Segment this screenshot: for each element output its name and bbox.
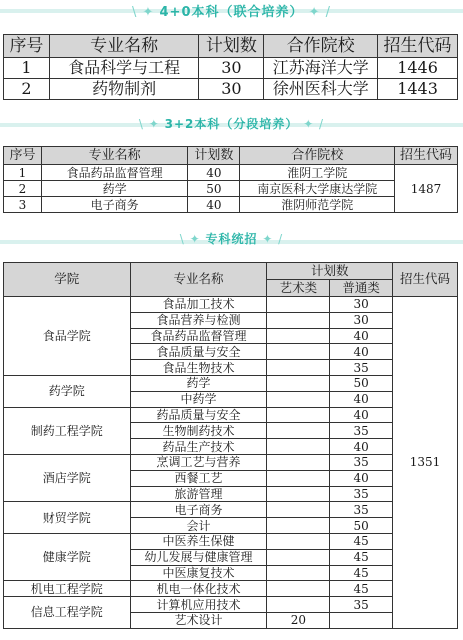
- art-quota-cell: [267, 454, 330, 470]
- college-cell: 酒店学院: [4, 454, 131, 501]
- cell: 食品科学与工程: [49, 58, 199, 79]
- cell: 2: [4, 181, 42, 197]
- col-header: 招生代码: [378, 35, 458, 58]
- major-cell: 电子商务: [130, 502, 267, 518]
- general-quota-cell: 30: [330, 297, 393, 313]
- major-cell: 会计: [130, 518, 267, 534]
- art-quota-cell: [267, 328, 330, 344]
- art-quota-cell: [267, 549, 330, 565]
- major-cell: 生物制药技术: [130, 423, 267, 439]
- general-quota-cell: 40: [330, 328, 393, 344]
- cell: 药物制剂: [49, 79, 199, 100]
- cell: 江苏海洋大学: [264, 58, 378, 79]
- admission-code-cell: 1487: [395, 165, 458, 213]
- cell: 30: [199, 79, 264, 100]
- cell: 南京医科大学康达学院: [240, 181, 395, 197]
- general-quota-cell: 45: [330, 565, 393, 581]
- general-quota-cell: 40: [330, 391, 393, 407]
- cell: 1: [4, 165, 42, 181]
- admission-code-cell: 1351: [393, 297, 458, 629]
- col-header: 合作院校: [240, 147, 395, 165]
- table-row: [4, 454, 458, 470]
- major-cell: 机电一体化技术: [130, 581, 267, 597]
- cell: 淮阴工学院: [240, 165, 395, 181]
- major-cell: 食品营养与检测: [130, 312, 267, 328]
- section-banner: [0, 1, 463, 20]
- art-quota-cell: [267, 297, 330, 313]
- table-row: [4, 533, 458, 549]
- table-row: [4, 502, 458, 518]
- art-quota-cell: [267, 391, 330, 407]
- college-cell: 信息工程学院: [4, 597, 131, 629]
- col-header: 序号: [4, 35, 50, 58]
- section-banner: [0, 230, 463, 247]
- cell: 3: [4, 197, 42, 213]
- general-quota-cell: 40: [330, 470, 393, 486]
- cell: 2: [4, 79, 50, 100]
- leaf-icon: ✦ /: [303, 5, 332, 20]
- col-header: 计划数: [199, 35, 264, 58]
- art-quota-cell: [267, 423, 330, 439]
- major-cell: 艺术设计: [130, 612, 267, 628]
- col-header: 普通类: [330, 280, 393, 297]
- cell: 40: [188, 165, 240, 181]
- col-header: 专业名称: [49, 35, 199, 58]
- art-quota-cell: [267, 581, 330, 597]
- leaf-icon: ✦ /: [298, 117, 325, 131]
- major-cell: 食品生物技术: [130, 360, 267, 376]
- major-cell: 幼儿发展与健康管理: [130, 549, 267, 565]
- general-quota-cell: 35: [330, 454, 393, 470]
- major-cell: 烹调工艺与营养: [130, 454, 267, 470]
- table-row: [4, 407, 458, 423]
- table-row: [4, 297, 458, 313]
- col-header: 招生代码: [393, 263, 458, 297]
- table-row: [4, 597, 458, 613]
- table-row: [4, 58, 458, 79]
- major-cell: 中药学: [130, 391, 267, 407]
- cell: 1446: [378, 58, 458, 79]
- art-quota-cell: [267, 565, 330, 581]
- section-title: 3+2本科（分段培养）: [164, 117, 299, 131]
- table-joint-program: [3, 34, 458, 100]
- cell: 徐州医科大学: [264, 79, 378, 100]
- general-quota-cell: 45: [330, 581, 393, 597]
- general-quota-cell: 35: [330, 486, 393, 502]
- major-cell: 食品加工技术: [130, 297, 267, 313]
- college-cell: 制药工程学院: [4, 407, 131, 454]
- major-cell: 中医康复技术: [130, 565, 267, 581]
- table-segmented-program: [3, 146, 458, 213]
- cell: 淮阴师范学院: [240, 197, 395, 213]
- college-cell: 机电工程学院: [4, 581, 131, 597]
- college-cell: 食品学院: [4, 297, 131, 376]
- major-cell: 计算机应用技术: [130, 597, 267, 613]
- general-quota-cell: 35: [330, 360, 393, 376]
- art-quota-cell: [267, 486, 330, 502]
- art-quota-cell: [267, 439, 330, 455]
- major-cell: 旅游管理: [130, 486, 267, 502]
- major-cell: 中医养生保健: [130, 533, 267, 549]
- art-quota-cell: [267, 518, 330, 534]
- major-cell: 食品质量与安全: [130, 344, 267, 360]
- college-cell: 健康学院: [4, 533, 131, 580]
- art-quota-cell: [267, 407, 330, 423]
- general-quota-cell: 40: [330, 439, 393, 455]
- art-quota-cell: [267, 312, 330, 328]
- cell: 50: [188, 181, 240, 197]
- col-header: 计划数: [267, 263, 393, 280]
- leaf-icon: \ ✦: [179, 232, 206, 246]
- college-cell: 财贸学院: [4, 502, 131, 534]
- college-cell: 药学院: [4, 375, 131, 407]
- major-cell: 西餐工艺: [130, 470, 267, 486]
- col-header: 学院: [4, 263, 131, 297]
- cell: 食品药品监督管理: [41, 165, 188, 181]
- table-row: [4, 581, 458, 597]
- art-quota-cell: [267, 597, 330, 613]
- cell: 药学: [41, 181, 188, 197]
- art-quota-cell: [267, 470, 330, 486]
- leaf-icon: \ ✦: [131, 5, 160, 20]
- art-quota-cell: [267, 360, 330, 376]
- cell: 电子商务: [41, 197, 188, 213]
- general-quota-cell: 50: [330, 518, 393, 534]
- general-quota-cell: 40: [330, 344, 393, 360]
- art-quota-cell: 20: [267, 612, 330, 628]
- section-banner: [0, 115, 463, 132]
- general-quota-cell: 35: [330, 423, 393, 439]
- general-quota-cell: 45: [330, 549, 393, 565]
- section-title: 4+0本科（联合培养）: [159, 5, 304, 20]
- art-quota-cell: [267, 344, 330, 360]
- major-cell: 药学: [130, 375, 267, 391]
- leaf-icon: \ ✦: [138, 117, 165, 131]
- table-row: [4, 165, 458, 181]
- cell: 30: [199, 58, 264, 79]
- general-quota-cell: 35: [330, 502, 393, 518]
- general-quota-cell: 45: [330, 533, 393, 549]
- major-cell: 药品生产技术: [130, 439, 267, 455]
- table-row: [4, 197, 458, 213]
- major-cell: 药品质量与安全: [130, 407, 267, 423]
- major-cell: 食品药品监督管理: [130, 328, 267, 344]
- general-quota-cell: 40: [330, 407, 393, 423]
- col-header: 专业名称: [130, 263, 267, 297]
- table-vocational-program: [3, 262, 458, 629]
- general-quota-cell: 30: [330, 312, 393, 328]
- col-header: 招生代码: [395, 147, 458, 165]
- table-row: [4, 79, 458, 100]
- art-quota-cell: [267, 502, 330, 518]
- col-header: 序号: [4, 147, 42, 165]
- table-row: [4, 375, 458, 391]
- cell: 1443: [378, 79, 458, 100]
- art-quota-cell: [267, 533, 330, 549]
- cell: 1: [4, 58, 50, 79]
- col-header: 艺术类: [267, 280, 330, 297]
- col-header: 合作院校: [264, 35, 378, 58]
- col-header: 计划数: [188, 147, 240, 165]
- art-quota-cell: [267, 375, 330, 391]
- general-quota-cell: [330, 612, 393, 628]
- general-quota-cell: 35: [330, 597, 393, 613]
- leaf-icon: ✦ /: [257, 232, 284, 246]
- col-header: 专业名称: [41, 147, 188, 165]
- general-quota-cell: 50: [330, 375, 393, 391]
- table-row: [4, 181, 458, 197]
- section-title: 专科统招: [205, 232, 258, 246]
- cell: 40: [188, 197, 240, 213]
